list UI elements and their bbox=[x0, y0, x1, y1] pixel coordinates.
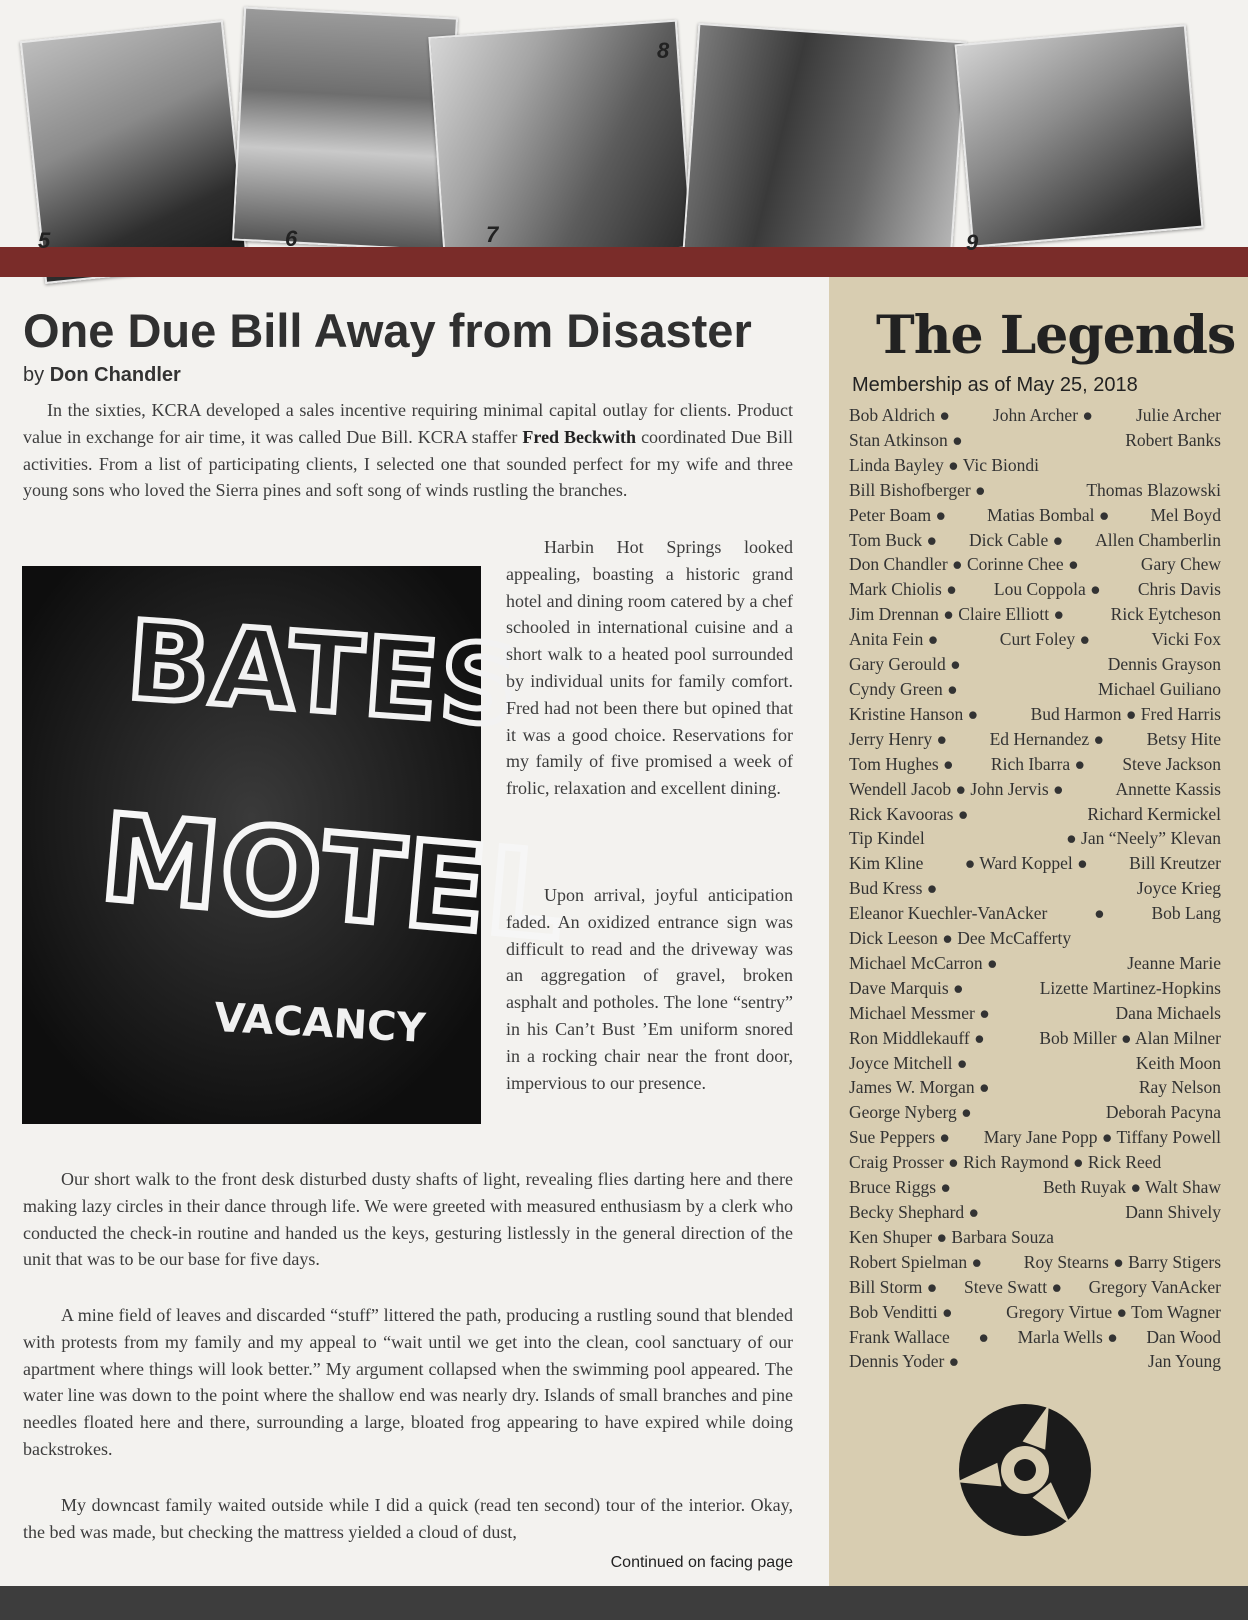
member-name: Ken Shuper ● Barbara Souza bbox=[849, 1226, 1054, 1247]
member-name: Betsy Hite bbox=[1146, 728, 1221, 749]
member-line bbox=[849, 1250, 1221, 1275]
member-name: Tom Buck ● bbox=[849, 529, 938, 550]
member-name: Becky Shephard ● bbox=[849, 1202, 980, 1222]
member-name: James W. Morgan ● bbox=[849, 1077, 990, 1098]
member-line bbox=[849, 876, 1221, 901]
member-name: Jim Drennan ● Claire Elliott ● bbox=[849, 604, 1065, 625]
member-name: Mark Chiolis ● bbox=[849, 579, 957, 600]
bates-motel-photo bbox=[22, 566, 571, 1124]
member-name: Ray Nelson bbox=[1138, 1077, 1221, 1098]
member-name: Bill Storm ● bbox=[849, 1276, 938, 1297]
member-line bbox=[849, 1325, 1221, 1350]
member-name: Craig Prosser ● Rich Raymond ● Rick Reed bbox=[849, 1152, 1162, 1173]
member-name: George Nyberg ● bbox=[849, 1102, 972, 1123]
continued-note: Continued on facing page bbox=[610, 1554, 793, 1571]
photo-1 bbox=[20, 20, 248, 284]
member-line bbox=[849, 602, 1221, 627]
member-line bbox=[849, 1100, 1221, 1125]
member-name: Kristine Hanson ● bbox=[849, 703, 979, 724]
member-name: Bruce Riggs ● bbox=[849, 1177, 951, 1198]
member-line bbox=[849, 1026, 1221, 1051]
member-line bbox=[849, 528, 1221, 553]
member-line bbox=[849, 1275, 1221, 1300]
member-line bbox=[849, 1349, 1221, 1374]
member-name: Jan Young bbox=[1148, 1351, 1221, 1372]
member-name: Ed Hernandez ● bbox=[989, 728, 1105, 749]
member-name: Bob Aldrich ● bbox=[849, 405, 950, 425]
member-line bbox=[849, 552, 1221, 577]
member-name: Bill Bishofberger ● bbox=[849, 479, 986, 500]
member-name: Vicki Fox bbox=[1151, 629, 1221, 650]
member-list bbox=[849, 403, 1221, 1374]
photo-strip bbox=[0, 0, 1248, 278]
member-name: Dan Wood bbox=[1146, 1326, 1221, 1347]
member-name: Dennis Yoder ● bbox=[849, 1351, 960, 1372]
member-line bbox=[849, 428, 1221, 453]
member-name: Rick Kavooras ● bbox=[849, 803, 969, 824]
photo-number: 9 bbox=[966, 230, 979, 255]
member-line bbox=[849, 777, 1221, 802]
member-line bbox=[849, 652, 1221, 677]
member-line bbox=[849, 453, 1221, 478]
member-name: Thomas Blazowski bbox=[1086, 479, 1221, 500]
photo-number: 6 bbox=[285, 226, 298, 251]
member-name: Allen Chamberlin bbox=[1095, 529, 1221, 550]
member-name: Dick Cable ● bbox=[969, 529, 1064, 550]
paragraph-text: In the sixties, KCRA developed a sales incentive requiring minimal capital outlay for clients. Product value in exchange for air time, it was called Due Bill. KCRA staffer bbox=[23, 400, 793, 447]
member-line bbox=[849, 901, 1221, 926]
member-name: Gregory Virtue ● Tom Wagner bbox=[1006, 1301, 1221, 1322]
footer-bar bbox=[0, 1586, 1248, 1620]
member-name: Beth Ruyak ● Walt Shaw bbox=[1043, 1177, 1221, 1198]
member-name: Tip Kindel bbox=[849, 828, 925, 849]
member-name: Rick Eytcheson bbox=[1110, 604, 1221, 625]
member-name: Joyce Krieg bbox=[1136, 878, 1221, 899]
member-line bbox=[849, 1125, 1221, 1150]
photo-strip-bar bbox=[0, 247, 1248, 277]
member-name: Jeanne Marie bbox=[1127, 952, 1221, 973]
member-name: Wendell Jacob ● John Jervis ● bbox=[849, 778, 1064, 799]
member-line bbox=[849, 1175, 1221, 1200]
sign-motel: MOTEL bbox=[96, 788, 571, 967]
record-adapter-icon bbox=[955, 1400, 1095, 1540]
staffer-name: Fred Beckwith bbox=[522, 426, 637, 447]
member-name: Bob Lang bbox=[1151, 903, 1221, 924]
member-name: Bob Miller ● Alan Milner bbox=[1039, 1027, 1221, 1048]
bates-motel-sign bbox=[22, 566, 571, 1124]
member-name: Dave Marquis ● bbox=[849, 977, 964, 998]
sign-bates: BATES bbox=[123, 598, 524, 751]
member-name: John Archer ● bbox=[992, 405, 1093, 425]
member-name: Lizette Martinez-Hopkins bbox=[1039, 977, 1221, 998]
article-paragraph: Harbin Hot Springs looked appealing, boasting a historic grand hotel and dining room catered by a chef schooled in international cuisine and a short walk to a heated pool surrounded by individual units for family comfort. Fred had not been there but opined that it was a good choice. Reservations for my family of five promised a week of frolic, relaxation and excellent dining. bbox=[506, 537, 793, 799]
member-line bbox=[849, 627, 1221, 652]
byline bbox=[23, 364, 181, 387]
member-line bbox=[849, 826, 1221, 851]
member-line bbox=[849, 851, 1221, 876]
photo-number: 8 bbox=[657, 38, 670, 63]
member-name: Dann Shively bbox=[1125, 1202, 1221, 1222]
member-line bbox=[849, 1075, 1221, 1100]
member-name: Curt Foley ● bbox=[999, 629, 1091, 650]
member-name: Rich Ibarra ● bbox=[990, 753, 1086, 774]
member-line bbox=[849, 976, 1221, 1001]
member-name: Sue Peppers ● bbox=[849, 1127, 950, 1148]
member-name: Steve Swatt ● bbox=[963, 1276, 1063, 1297]
member-line bbox=[849, 503, 1221, 528]
member-line bbox=[849, 1225, 1221, 1250]
member-name: Dick Leeson ● Dee McCafferty bbox=[849, 928, 1072, 949]
legends-subtitle: Membership as of May 25, 2018 bbox=[852, 374, 1138, 396]
member-name: Ron Middlekauff ● bbox=[849, 1027, 985, 1048]
photo-number: 5 bbox=[38, 228, 51, 253]
member-name: Mel Boyd bbox=[1150, 504, 1221, 525]
member-line bbox=[849, 951, 1221, 976]
member-line bbox=[849, 1200, 1221, 1225]
member-name: ● bbox=[1094, 903, 1105, 924]
member-name: Jerry Henry ● bbox=[849, 728, 948, 749]
member-name: Gregory VanAcker bbox=[1088, 1276, 1221, 1297]
member-line bbox=[849, 577, 1221, 602]
photo-3 bbox=[428, 20, 692, 266]
member-name: Don Chandler ● Corinne Chee ● bbox=[849, 554, 1079, 575]
member-name: Stan Atkinson ● bbox=[849, 429, 963, 450]
member-name: Bud Harmon ● Fred Harris bbox=[1030, 703, 1221, 724]
member-name: Steve Jackson bbox=[1122, 753, 1221, 774]
article-paragraph: A mine field of leaves and discarded “stuff” littered the path, producing a rustling sound that blended with protests from my family and my appeal to “wait until we get into the clean, cool sanctuary of our apartment where things will look better.” My argument collapsed when the swimming pool appeared. The water line was down to the point where the shallow end was nearly dry. Islands of small branches and pine needles floated here and there, surrounding a large, bloated frog appearing to have expired while doing backstrokes. bbox=[23, 1305, 793, 1459]
member-line bbox=[849, 926, 1221, 951]
author-name: Don Chandler bbox=[49, 364, 181, 386]
member-line bbox=[849, 677, 1221, 702]
member-name: Dennis Grayson bbox=[1107, 654, 1221, 675]
member-name: Joyce Mitchell ● bbox=[849, 1052, 968, 1073]
member-line bbox=[849, 403, 1221, 428]
member-name: Tom Hughes ● bbox=[849, 753, 954, 774]
member-name: Chris Davis bbox=[1137, 579, 1221, 600]
member-name: Robert Spielman ● bbox=[849, 1251, 983, 1272]
article-paragraph: Upon arrival, joyful anticipation faded. An oxidized entrance sign was difficult to read and the driveway was an aggregation of gravel, broken asphalt and potholes. The lone “sentry” in his Can’t Bust ’Em uniform snored in a rocking chair near the front door, impervious to our presence. bbox=[506, 885, 793, 1093]
member-line bbox=[849, 1001, 1221, 1026]
member-name: Annette Kassis bbox=[1115, 778, 1221, 799]
member-line bbox=[849, 1300, 1221, 1325]
member-name: Michael McCarron ● bbox=[849, 952, 998, 973]
photo-4 bbox=[682, 23, 967, 275]
member-name: Michael Guiliano bbox=[1098, 678, 1221, 699]
article-title: One Due Bill Away from Disaster bbox=[23, 304, 752, 357]
legends-title: The Legends bbox=[876, 305, 1236, 366]
member-name: Julie Archer bbox=[1135, 405, 1221, 425]
photo-2 bbox=[232, 7, 458, 252]
article-paragraph: My downcast family waited outside while I did a quick (read ten second) tour of the interior. Okay, the bed was made, but checking the mattress yielded a cloud of dust, bbox=[23, 1495, 793, 1542]
member-name: Bill Kreutzer bbox=[1129, 853, 1221, 874]
byline-prefix: by bbox=[23, 364, 45, 386]
member-name: Dana Michaels bbox=[1115, 1002, 1221, 1023]
member-name: Michael Messmer ● bbox=[849, 1002, 990, 1023]
member-line bbox=[849, 752, 1221, 777]
member-name: Richard Kermickel bbox=[1087, 803, 1221, 824]
paragraph-text: coordinated Due Bill activities. From a list of participating clients, I selected one that sounded perfect for my wife and three young sons who loved the Sierra pines and soft song of winds rustling the branches. bbox=[23, 426, 794, 501]
photo-number: 7 bbox=[486, 222, 499, 247]
member-name: Gary Gerould ● bbox=[849, 654, 961, 675]
member-name: Peter Boam ● bbox=[849, 504, 947, 525]
member-name: Kim Kline bbox=[849, 853, 924, 874]
member-name: Frank Wallace bbox=[849, 1326, 950, 1347]
member-name: Cyndy Green ● bbox=[849, 678, 958, 699]
member-name: Gary Chew bbox=[1140, 554, 1221, 575]
member-name: Bob Venditti ● bbox=[849, 1301, 953, 1322]
member-line bbox=[849, 802, 1221, 827]
member-line bbox=[849, 478, 1221, 503]
sign-vacancy: VACANCY bbox=[213, 994, 427, 1052]
member-name: Matias Bombal ● bbox=[987, 504, 1110, 525]
member-name: Bud Kress ● bbox=[849, 878, 938, 899]
article-paragraph: Our short walk to the front desk disturbed dusty shafts of light, revealing flies darting here and there making lazy circles in their dance through life. We were greeted with measured enthusiasm by a clerk who conducted the check-in routine and handed us the keys, gesturing listlessly in the general direction of the unit that was to be our base for five days. bbox=[23, 1169, 793, 1270]
member-name: Lou Coppola ● bbox=[993, 579, 1101, 600]
member-line bbox=[849, 702, 1221, 727]
member-name: Marla Wells ● bbox=[1017, 1326, 1118, 1347]
member-name: Roy Stearns ● Barry Stigers bbox=[1023, 1251, 1221, 1272]
member-line bbox=[849, 1150, 1221, 1175]
article-paragraph bbox=[23, 397, 793, 504]
member-line bbox=[849, 1051, 1221, 1076]
member-name: Mary Jane Popp ● Tiffany Powell bbox=[983, 1127, 1221, 1148]
member-name: Anita Fein ● bbox=[849, 629, 939, 650]
member-line bbox=[849, 727, 1221, 752]
member-name: Keith Moon bbox=[1135, 1052, 1221, 1073]
member-name: Linda Bayley ● Vic Biondi bbox=[849, 454, 1040, 475]
member-name: Robert Banks bbox=[1125, 429, 1221, 450]
member-name: ● Jan “Neely” Klevan bbox=[1066, 828, 1221, 849]
member-name: ● bbox=[978, 1326, 989, 1347]
member-name: Eleanor Kuechler-VanAcker bbox=[849, 903, 1048, 924]
member-name: Deborah Pacyna bbox=[1105, 1102, 1221, 1123]
photo-5 bbox=[955, 24, 1204, 247]
member-name: ● Ward Koppel ● bbox=[964, 853, 1088, 874]
